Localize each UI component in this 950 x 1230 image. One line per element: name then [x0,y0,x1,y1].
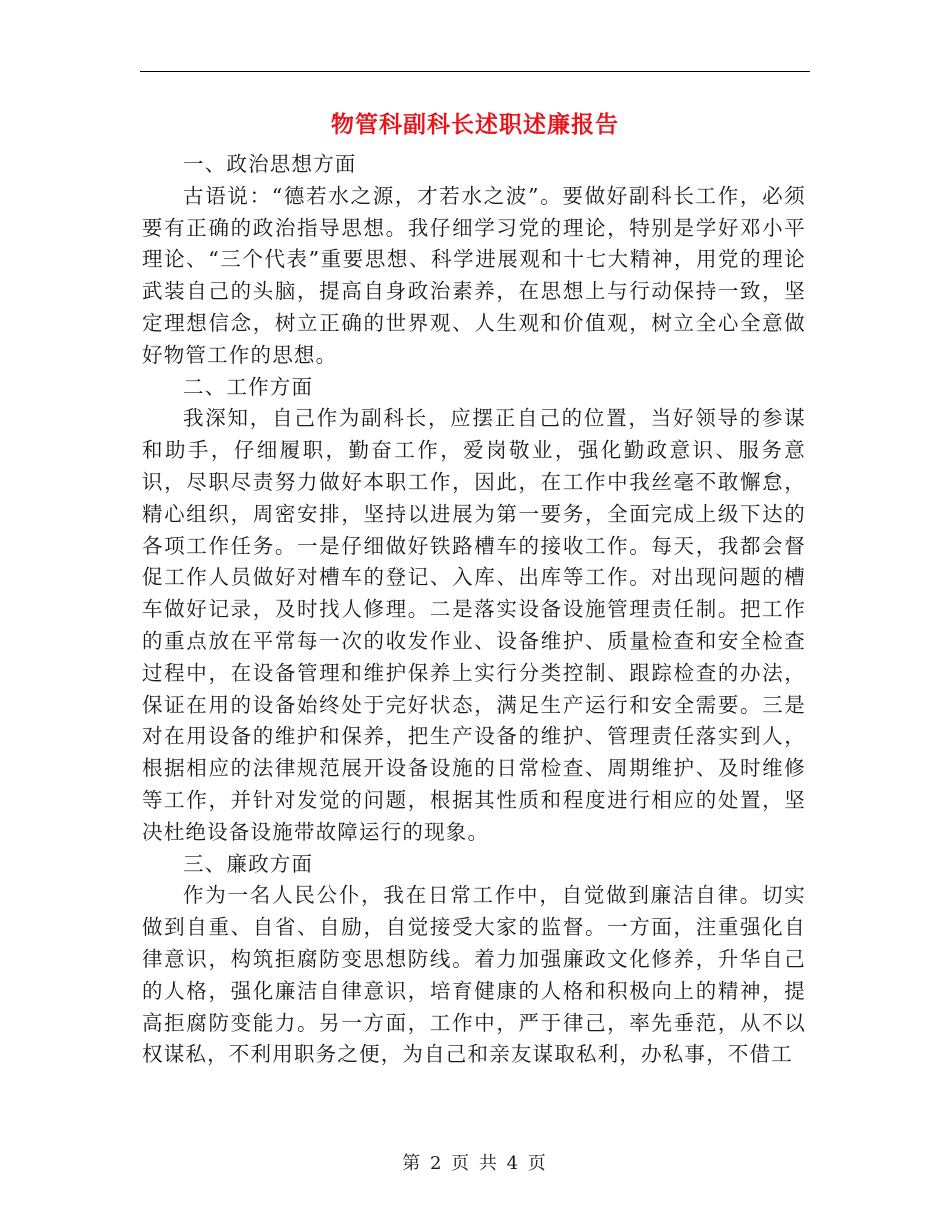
paragraph-work: 我深知，自己作为副科长，应摆正自己的位置，当好领导的参谋和助手，仔细履职，勤奋工作，爱岗敬业，强化勤政意识、服务意识，尽职尽责努力做好本职工作，因此，在工作中我丝毫不敢懈怠，精心组织，周密安排，坚持以进展为第一要务，全面完成上级下达的各项工作任务。一是仔细做好铁路槽车的接收工作。每天，我都会督促工作人员做好对槽车的登记、入库、出库等工作。对出现问题的槽车做好记录，及时找人修理。二是落实设备设施管理责任制。把工作的重点放在平常每一次的收发作业、设备维护、质量检查和安全检查过程中，在设备管理和维护保养上实行分类控制、跟踪检查的办法，保证在用的设备始终处于完好状态，满足生产运行和安全需要。三是对在用设备的维护和保养，把生产设备的维护、管理责任落实到人，根据相应的法律规范展开设备设施的日常检查、周期维护、及时维修等工作，并针对发觉的问题，根据其性质和程度进行相应的处置，坚决杜绝设备设施带故障运行的现象。 [142,406,806,844]
section-heading-politics: 一、政治思想方面 [183,152,357,176]
document-title: 物管科副科长述职述廉报告 [331,111,619,138]
paragraph-politics: 古语说：“德若水之源，才若水之波”。要做好副科长工作，必须要有正确的政治指导思想。我仔细学习党的理论，特别是学好邓小平理论、“三个代表”重要思想、科学进展观和十七大精神，用党的理论武装自己的头脑，提高自身政治素养，在思想上与行动保持一致，坚定理想信念，树立正确的世界观、人生观和价值观，树立全心全意做好物管工作的思想。 [142,183,806,367]
section-heading-integrity: 三、廉政方面 [183,851,314,876]
document-body [142,149,806,1071]
paragraph-integrity: 作为一名人民公仆，我在日常工作中，自觉做到廉洁自律。切实做到自重、自省、自励，自觉接受大家的监督。一方面，注重强化自律意识，构筑拒腐防变思想防线。着力加强廉政文化修养，升华自己的人格，强化廉洁自律意识，培育健康的人格和积极向上的精神，提高拒腐防变能力。另一方面，工作中，严于律己，率先垂范，从不以权谋私，不利用职务之便，为自己和亲友谋取私利，办私事，不借工 [142,883,806,1067]
page-number: 第 2 页 共 4 页 [402,1153,548,1174]
section-heading-work: 二、工作方面 [183,374,314,399]
header-rule [140,71,810,72]
